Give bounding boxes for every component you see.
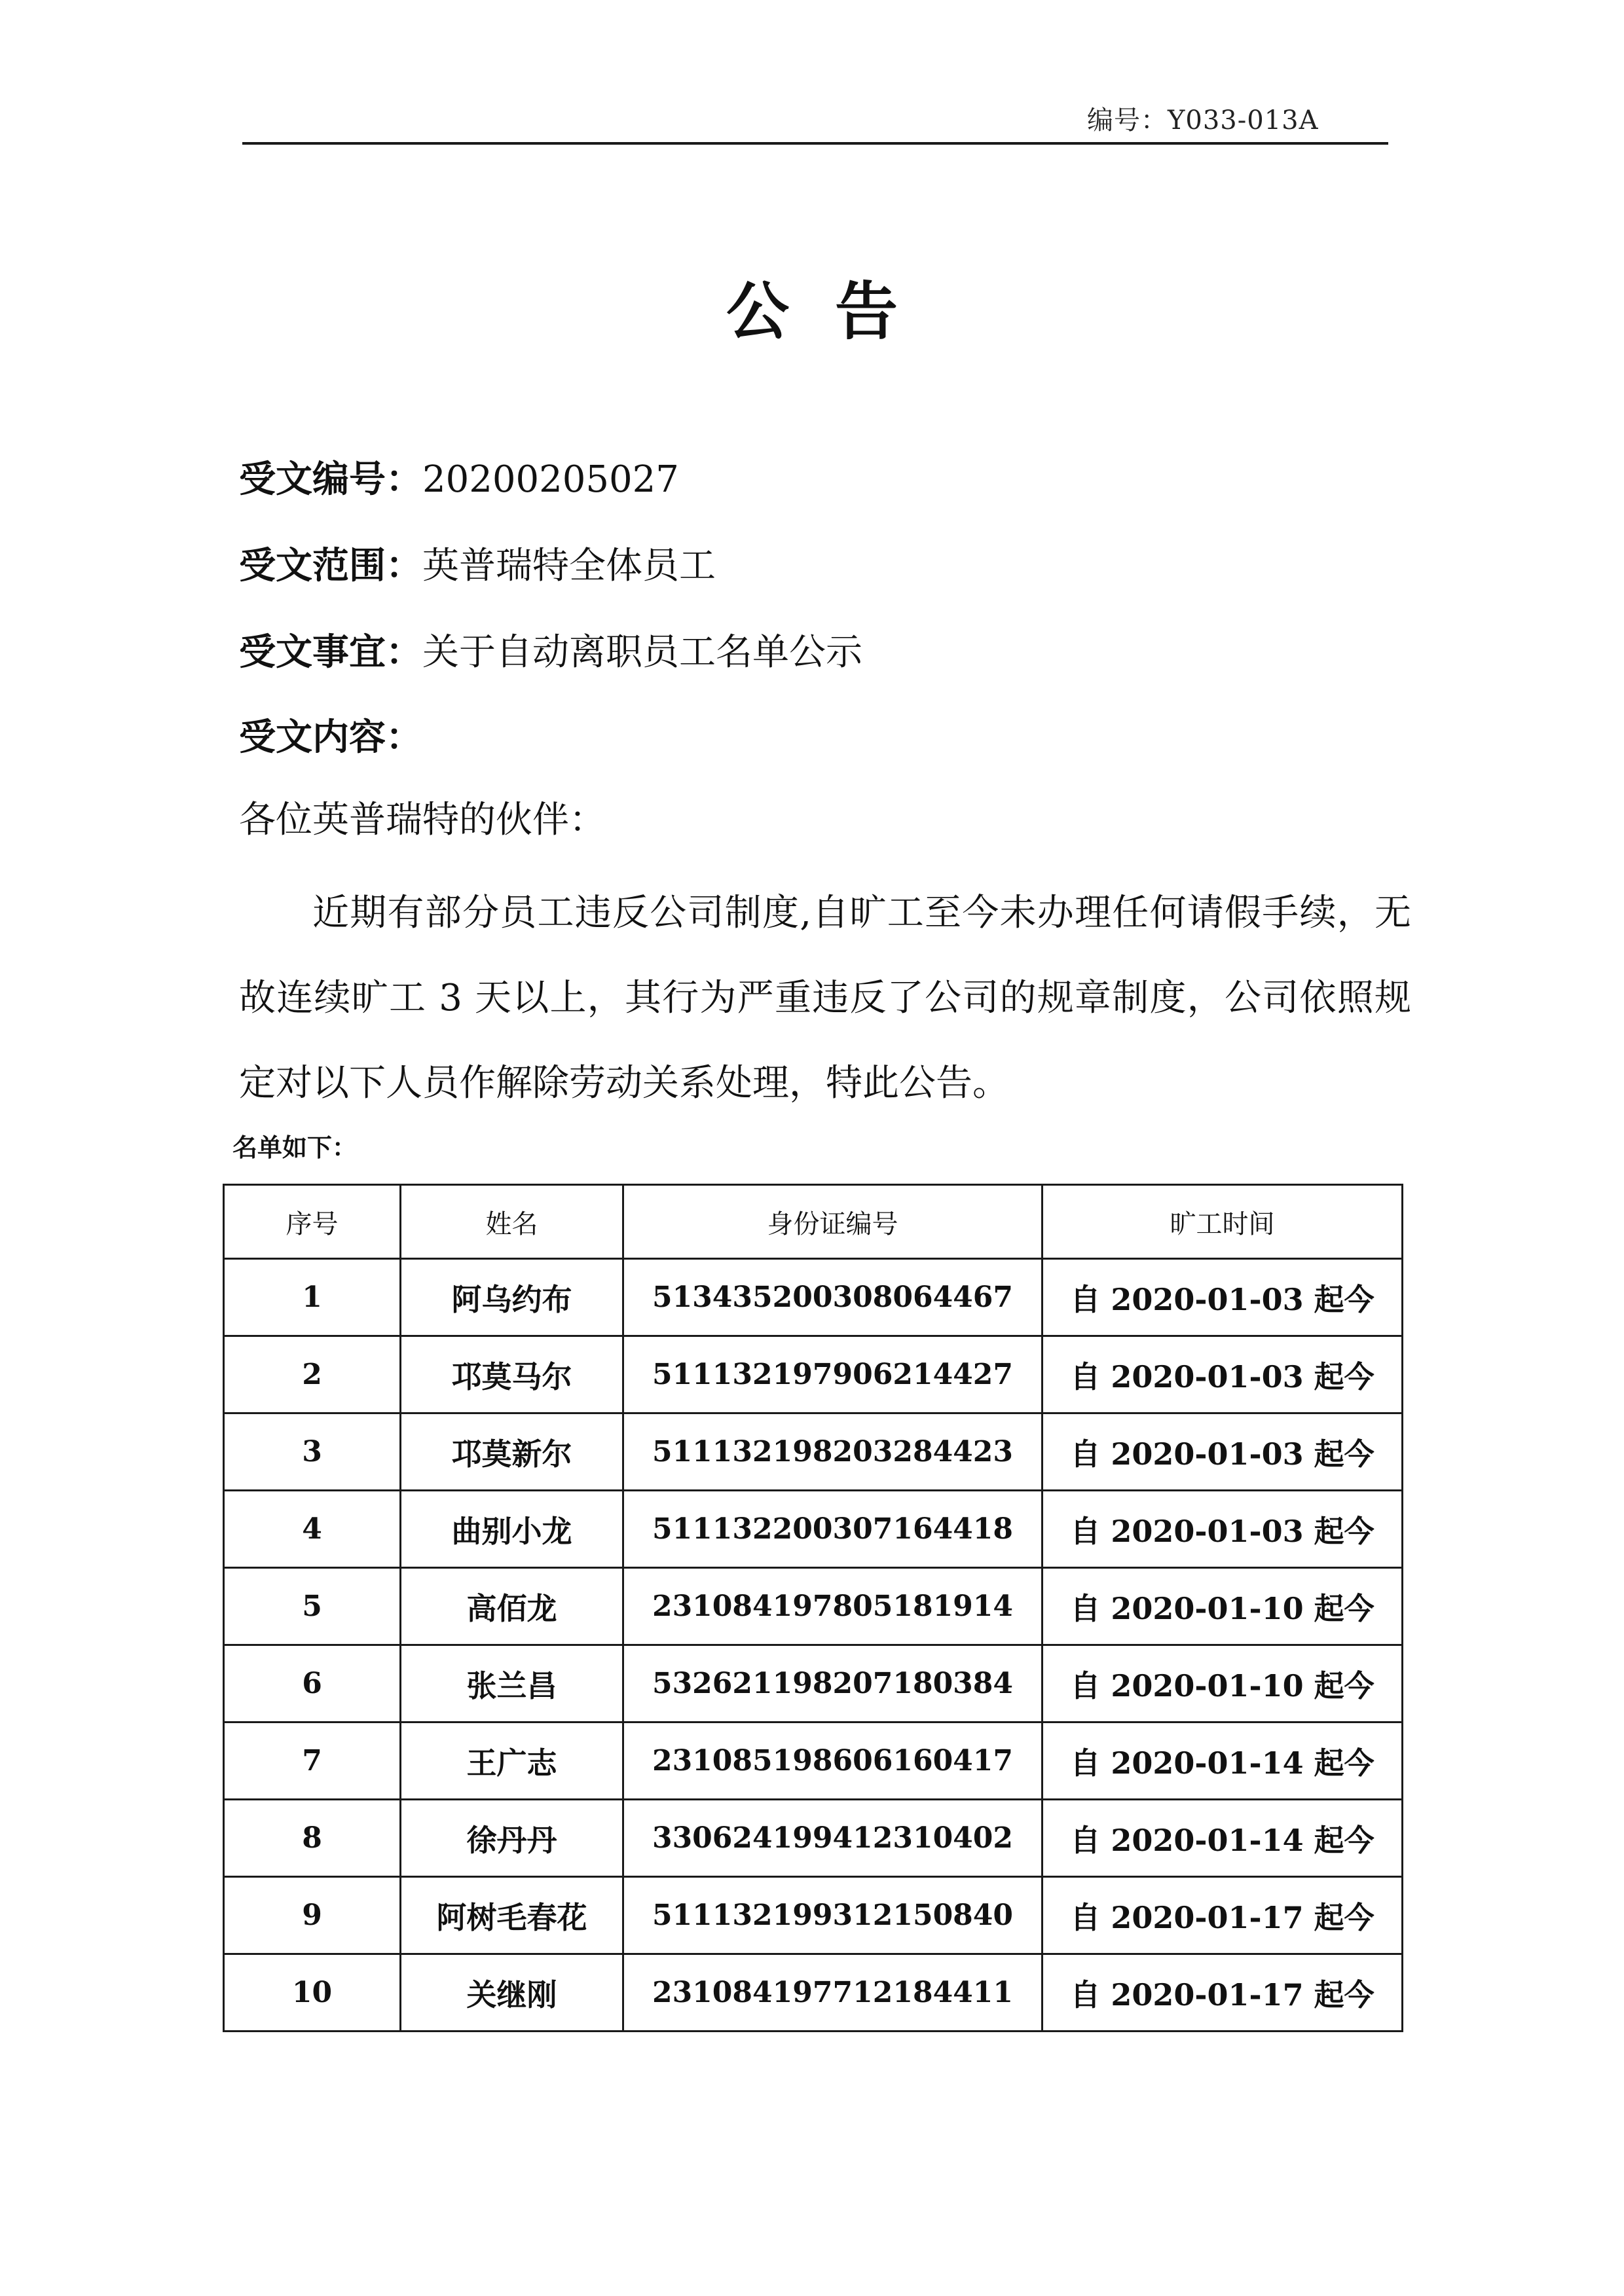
header-rule bbox=[242, 142, 1388, 145]
cell-name: 阿乌约布 bbox=[401, 1259, 623, 1336]
cell-name: 邛莫马尔 bbox=[401, 1336, 623, 1413]
table-row bbox=[224, 1259, 1403, 1336]
document-number: 编号：Y033-013A bbox=[1087, 105, 1319, 136]
cell-seq: 3 bbox=[224, 1413, 401, 1491]
cell-seq: 4 bbox=[224, 1491, 401, 1568]
field-scope bbox=[239, 537, 1418, 589]
cell-id-number: 511132198203284423 bbox=[623, 1413, 1043, 1491]
cell-id-number: 513435200308064467 bbox=[623, 1259, 1043, 1336]
cell-period: 自 2020-01-17 起今 bbox=[1043, 1877, 1403, 1954]
cell-name: 阿树毛春花 bbox=[401, 1877, 623, 1954]
field-subject bbox=[239, 623, 1418, 676]
cell-period: 自 2020-01-03 起今 bbox=[1043, 1413, 1403, 1491]
cell-name: 徐丹丹 bbox=[401, 1800, 623, 1877]
field-label: 受文编号： bbox=[239, 458, 422, 501]
cell-period: 自 2020-01-17 起今 bbox=[1043, 1954, 1403, 2032]
table-row bbox=[224, 1800, 1403, 1877]
table-header-row bbox=[224, 1185, 1403, 1259]
cell-seq: 1 bbox=[224, 1259, 401, 1336]
table-row bbox=[224, 1877, 1403, 1954]
cell-name: 曲别小龙 bbox=[401, 1491, 623, 1568]
cell-seq: 10 bbox=[224, 1954, 401, 2032]
cell-seq: 6 bbox=[224, 1645, 401, 1722]
cell-period: 自 2020-01-03 起今 bbox=[1043, 1336, 1403, 1413]
cell-seq: 8 bbox=[224, 1800, 401, 1877]
cell-id-number: 330624199412310402 bbox=[623, 1800, 1043, 1877]
field-label: 受文事宜： bbox=[239, 631, 422, 674]
greeting: 各位英普瑞特的伙伴： bbox=[239, 799, 606, 841]
field-value: 20200205027 bbox=[422, 458, 679, 501]
cell-id-number: 511132200307164418 bbox=[623, 1491, 1043, 1568]
field-content bbox=[239, 708, 1418, 761]
cell-id-number: 511132197906214427 bbox=[623, 1336, 1043, 1413]
cell-period: 自 2020-01-14 起今 bbox=[1043, 1800, 1403, 1877]
cell-id-number: 231085198606160417 bbox=[623, 1722, 1043, 1800]
field-label: 受文内容： bbox=[239, 716, 422, 759]
field-value: 关于自动离职员工名单公示 bbox=[422, 631, 862, 674]
table-row bbox=[224, 1413, 1403, 1491]
field-value: 英普瑞特全体员工 bbox=[422, 545, 716, 587]
page-title: 公告 bbox=[726, 275, 944, 348]
cell-id-number: 231084197805181914 bbox=[623, 1568, 1043, 1645]
table-row bbox=[224, 1336, 1403, 1413]
cell-name: 张兰昌 bbox=[401, 1645, 623, 1722]
cell-seq: 7 bbox=[224, 1722, 401, 1800]
cell-name: 高佰龙 bbox=[401, 1568, 623, 1645]
cell-period: 自 2020-01-03 起今 bbox=[1043, 1491, 1403, 1568]
cell-period: 自 2020-01-14 起今 bbox=[1043, 1722, 1403, 1800]
cell-period: 自 2020-01-10 起今 bbox=[1043, 1568, 1403, 1645]
cell-id-number: 511132199312150840 bbox=[623, 1877, 1043, 1954]
header-id-number: 身份证编号 bbox=[623, 1185, 1043, 1259]
field-document-number bbox=[239, 450, 1418, 503]
table-row bbox=[224, 1568, 1403, 1645]
cell-seq: 9 bbox=[224, 1877, 401, 1954]
cell-id-number: 231084197712184411 bbox=[623, 1954, 1043, 2032]
cell-period: 自 2020-01-03 起今 bbox=[1043, 1259, 1403, 1336]
table-row bbox=[224, 1491, 1403, 1568]
cell-seq: 2 bbox=[224, 1336, 401, 1413]
header-name: 姓名 bbox=[401, 1185, 623, 1259]
cell-name: 关继刚 bbox=[401, 1954, 623, 2032]
cell-name: 邛莫新尔 bbox=[401, 1413, 623, 1491]
table-row bbox=[224, 1954, 1403, 2032]
header-seq: 序号 bbox=[224, 1185, 401, 1259]
cell-seq: 5 bbox=[224, 1568, 401, 1645]
cell-period: 自 2020-01-10 起今 bbox=[1043, 1645, 1403, 1722]
body-paragraph: 近期有部分员工违反公司制度,自旷工至今未办理任何请假手续，无故连续旷工 3 天以上，其行为严重违反了公司的规章制度，公司依照规定对以下人员作解除劳动关系处理，特此公告。 bbox=[239, 892, 1411, 1104]
header-absence-period: 旷工时间 bbox=[1043, 1185, 1403, 1259]
cell-id-number: 532621198207180384 bbox=[623, 1645, 1043, 1722]
table-row bbox=[224, 1722, 1403, 1800]
table-row bbox=[224, 1645, 1403, 1722]
list-label: 名单如下： bbox=[232, 1133, 358, 1162]
field-label: 受文范围： bbox=[239, 545, 422, 587]
staff-table bbox=[223, 1184, 1403, 2032]
cell-name: 王广志 bbox=[401, 1722, 623, 1800]
